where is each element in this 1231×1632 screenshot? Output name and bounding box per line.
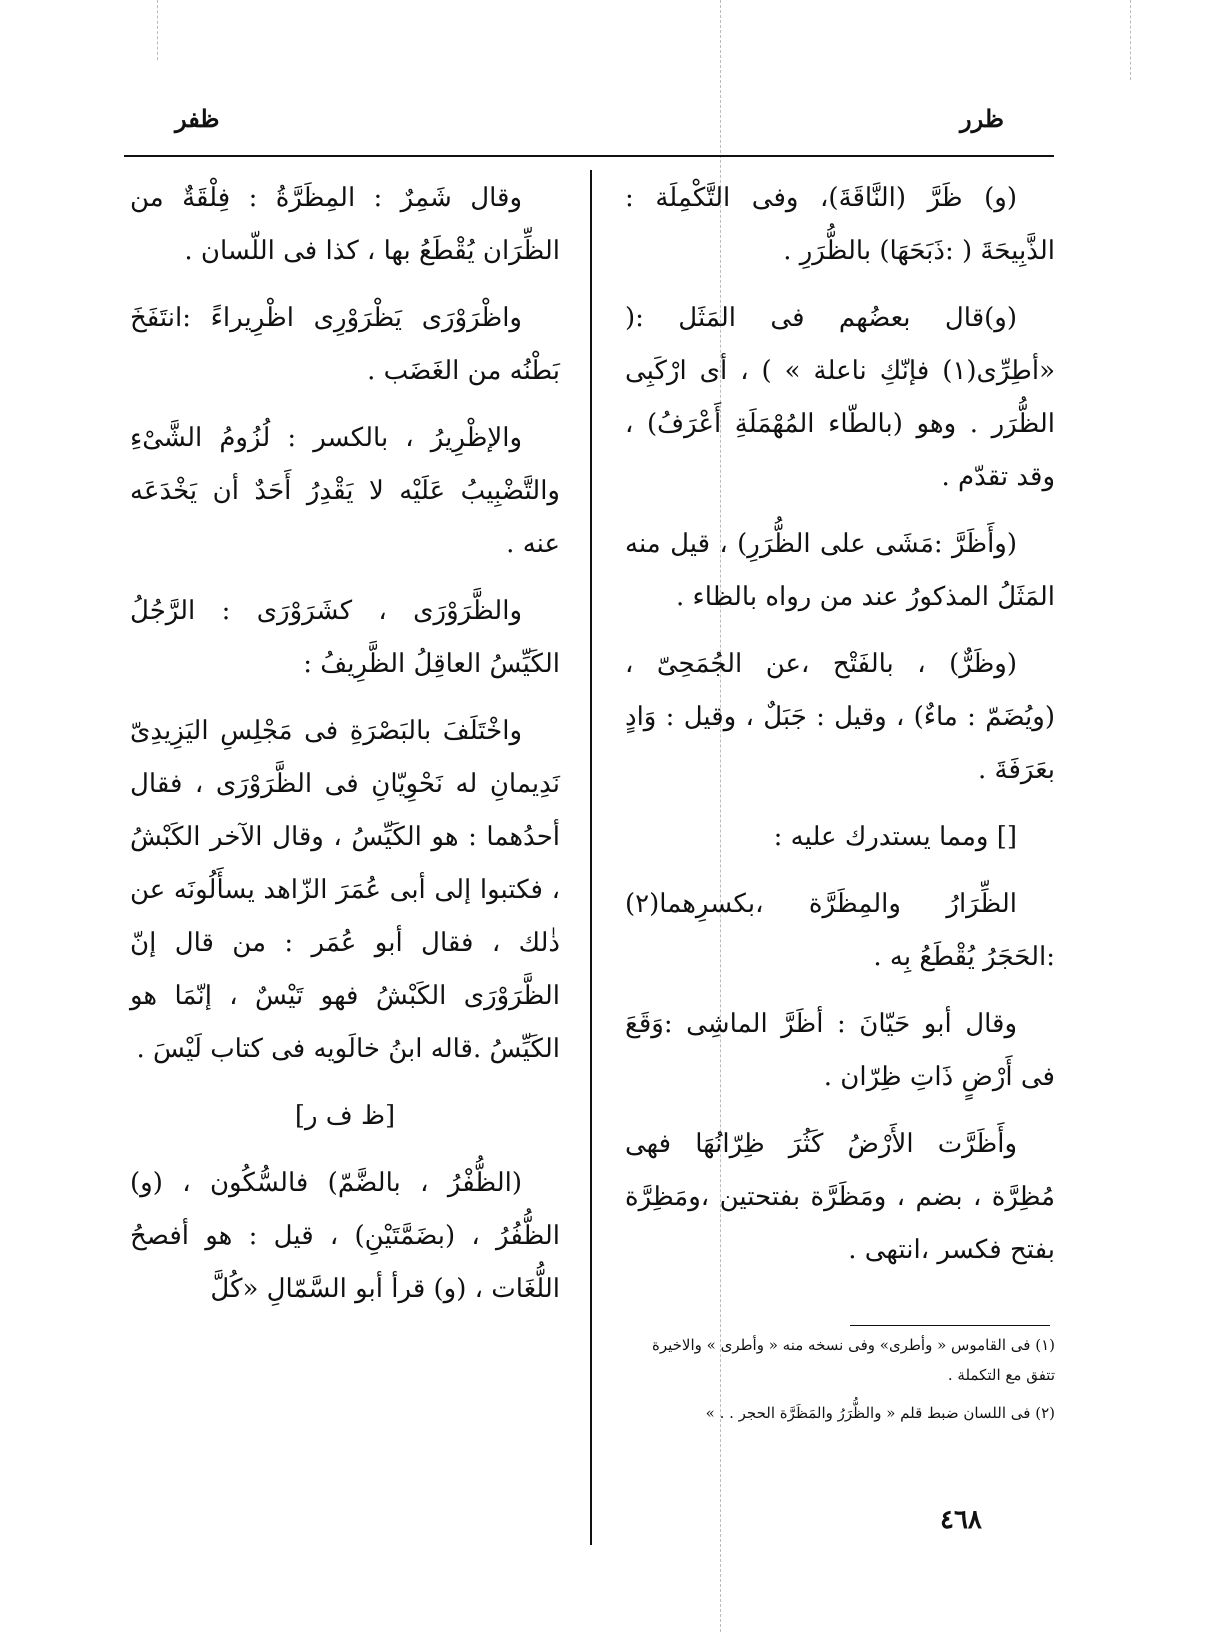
left-paragraph: والإظْرِيرُ ، بالكسر : لُزُومُ الشَّىْءِ والتَّضْبِيبُ عَلَيْه لا يَقْدِرُ أَحَدٌ أن يَخْدَعَه عنه .	[130, 423, 560, 559]
scan-artifact-line	[1130, 0, 1131, 80]
column-divider	[590, 170, 592, 1545]
section-title: [ظ ف ر]	[294, 1101, 396, 1131]
right-column	[625, 172, 1055, 1291]
left-paragraph: وقال شَمِرٌ : المِظَرَّةُ : فِلْقَةٌ من الظِّرَان يُقْطَعُ بها ، كذا فى اللّسان .	[130, 183, 560, 266]
header-left-word: ظفر	[175, 104, 220, 133]
left-paragraph: (الظُّفْرُ ، بالضَّمّ) فالسُّكُون ، (و) الظُّفُرُ ، (بضَمَّتَيْنِ) ، قيل : هو أفصحُ اللُّغَات ، (و) قرأ أبو السَّمّالِ «كُلَّ	[130, 1168, 560, 1304]
left-paragraph: واخْتَلَفَ بالبَصْرَةِ فى مَجْلِسِ اليَزِيدِىّ نَدِيمانِ له نَحْوِيّانِ فى الظَّرَوْرَى ، فقال أحدُهما : هو الكَيِّسُ ، وقال الآخر الكَبْشُ ، فكتبوا إلى أبى عُمَرَ الزّاهد يسأَلُونَه عن ذٰلك ، فقال أبو عُمَر : من قال إنّ الظَّرَوْرَى الكَبْشُ فهو تَيْسٌ ، إنّمَا هو الكَيِّسُ .قاله ابنُ خالَويه فى كتاب لَيْسَ .	[130, 716, 560, 1064]
footnote: (٢) فى اللسان ضبط قلم « والظُّرَرُ والمَظَرَّة الحجر . . »	[705, 1404, 1055, 1422]
right-paragraph: الظِّرَارُ والمِظَرَّة ،بكسرِهما(٢) :الحَجَرُ يُقْطَعُ بِه .	[625, 889, 1055, 972]
footnote: (١) فى القاموس « وأطرى» وفى نسخه منه « وأطرى » والاخيرة تتفق مع التكملة .	[651, 1336, 1055, 1384]
right-paragraph: (وظَرٌّ) ، بالفَتْح ،عن الجُمَحِىّ ، (ويُضَمّ : ماءٌ) ، وقيل : جَبَلٌ ، وقيل : وَادٍ بعَرَفَةَ .	[625, 649, 1055, 785]
right-paragraph: وأَظَرَّت الأَرْضُ كَثُرَ ظِرّانُهَا فهى مُظِرَّة ، بضم ، ومَظَرَّة بفتحتين ،ومَظِرَّة بفتح فكسر ،انتهى .	[625, 1129, 1055, 1265]
left-column	[130, 172, 560, 1330]
footnotes	[625, 1330, 1055, 1436]
right-paragraph: (وأَظَرَّ :مَشَى على الظُّرَرِ) ، قيل منه المَثَلُ المذكورُ عند من رواه بالظاء .	[625, 529, 1055, 612]
footnote-rule	[850, 1325, 1050, 1326]
right-paragraph: (و) ظَرَّ (النَّاقَةَ)، وفى التَّكْمِلَة : الذَّبِيحَةَ ( :ذَبَحَهَا) بالظُّرَرِ .	[625, 183, 1055, 266]
header-right-word: ظرر	[960, 104, 1004, 133]
header-rule	[124, 155, 1054, 157]
page-number: ٤٦٨	[940, 1505, 982, 1535]
left-paragraph: واظْرَوْرَى يَظْرَوْرِى اظْرِيراءً :انتَفَخَ بَطْنُه من الغَضَب .	[130, 303, 560, 386]
scan-artifact-line	[157, 0, 158, 60]
right-paragraph: وقال أبو حَيّانَ : أظَرَّ الماشِى :وَقَعَ فى أَرْضٍ ذَاتِ ظِرّان .	[625, 1009, 1055, 1092]
right-paragraph: (و)قال بعضُهم فى المَثَل :( «أطِرِّى(١) فإنّكِ ناعلة » ) ، أى ارْكَبِى الظُّرَر . وهو (بالطّاء المُهْمَلَةِ أَعْرَفُ) ، وقد تقدّم .	[625, 303, 1055, 492]
right-paragraph: [] ومما يستدرك عليه :	[773, 822, 1017, 852]
left-paragraph: والظَّرَوْرَى ، كشَرَوْرَى : الرَّجُلُ الكَيِّسُ العاقِلُ الظَّرِيفُ :	[130, 596, 560, 679]
